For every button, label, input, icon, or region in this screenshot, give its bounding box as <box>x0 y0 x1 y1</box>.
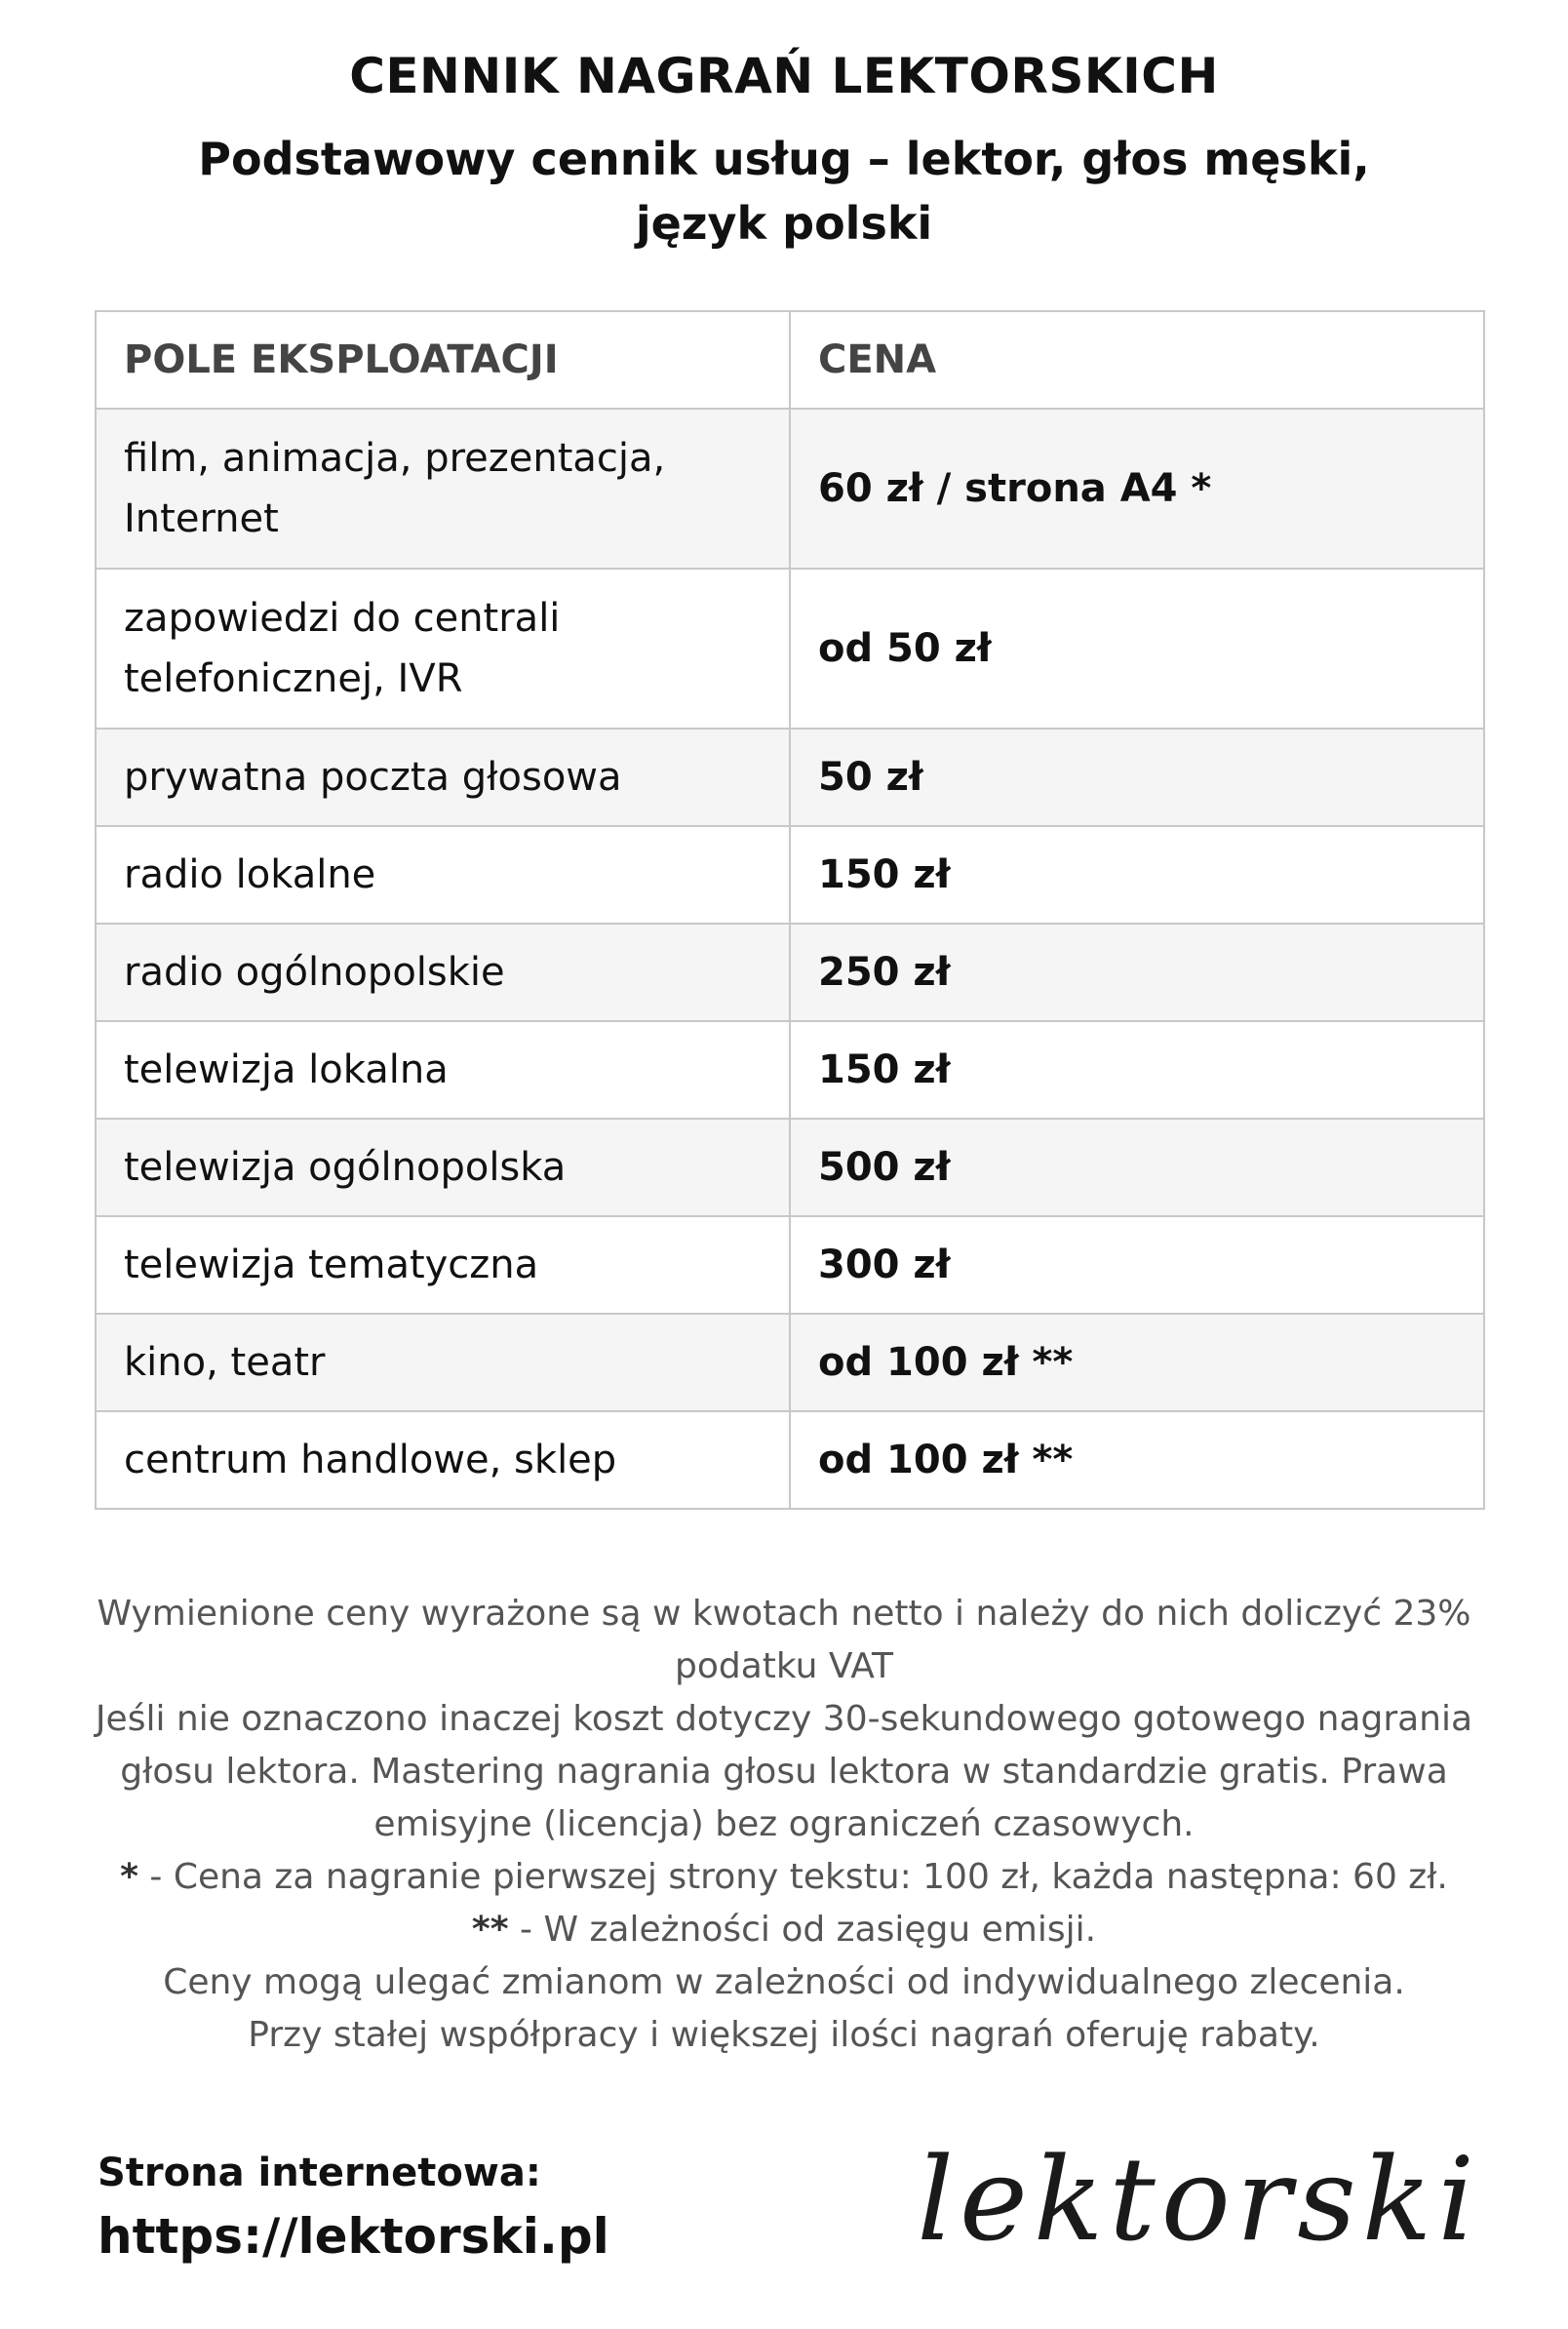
table-row <box>96 924 1484 1021</box>
table-row <box>96 826 1484 924</box>
discount-note: Przy stałej współpracy i większej ilości nagrań oferuję rabaty. <box>248 2015 1320 2055</box>
table-row <box>96 1021 1484 1119</box>
footnote-single-star <box>78 1851 1490 1904</box>
website-url[interactable]: https://lektorski.pl <box>98 2208 609 2265</box>
page-title: CENNIK NAGRAŃ LEKTORSKICH <box>349 48 1219 104</box>
price-cell: 50 zł <box>790 729 1484 826</box>
field-cell: zapowiedzi do centrali telefonicznej, IVR <box>96 569 790 729</box>
field-cell: telewizja lokalna <box>96 1021 790 1119</box>
price-cell: 150 zł <box>790 1021 1484 1119</box>
logo: lektorski <box>917 2132 1480 2267</box>
table-row <box>96 1314 1484 1411</box>
footnote-text: - W zależności od zasięgu emisji. <box>508 1910 1097 1950</box>
table-row <box>96 1119 1484 1216</box>
price-cell: od 100 zł ** <box>790 1314 1484 1411</box>
price-cell: 60 zł / strona A4 * <box>790 409 1484 569</box>
field-cell: radio ogólnopolskie <box>96 924 790 1021</box>
page-subtitle: Podstawowy cennik usług – lektor, głos męski, język polski <box>198 133 1370 250</box>
vat-note: Wymienione ceny wyrażone są w kwotach netto i należy do nich doliczyć 23% podatku VAT <box>97 1594 1471 1686</box>
table-row <box>96 1216 1484 1314</box>
field-cell: prywatna poczta głosowa <box>96 729 790 826</box>
column-header-field: POLE EKSPLOATACJI <box>96 311 790 409</box>
field-cell: telewizja tematyczna <box>96 1216 790 1314</box>
website-label: Strona internetowa: <box>98 2151 541 2195</box>
field-cell: telewizja ogólnopolska <box>96 1119 790 1216</box>
table-row <box>96 409 1484 569</box>
price-table <box>95 310 1485 1510</box>
price-cell: od 100 zł ** <box>790 1411 1484 1509</box>
table-row <box>96 569 1484 729</box>
price-cell: 150 zł <box>790 826 1484 924</box>
footnote-mark: ** <box>471 1910 509 1950</box>
price-cell: 300 zł <box>790 1216 1484 1314</box>
price-cell: 250 zł <box>790 924 1484 1021</box>
field-cell: film, animacja, prezentacja, Internet <box>96 409 790 569</box>
price-change-note: Ceny mogą ulegać zmianom w zależności od indywidualnego zlecenia. <box>163 1962 1405 2002</box>
cost-note: Jeśli nie oznaczono inaczej koszt dotyczy 30-sekundowego gotowego nagrania głosu lektora. Mastering nagrania głosu lektora w standardzie gratis. Prawa emisyjne (licencja) bez ograniczeń czasowych. <box>95 1699 1473 1844</box>
footnote-double-star <box>78 1904 1490 1956</box>
field-cell: centrum handlowe, sklep <box>96 1411 790 1509</box>
field-cell: radio lokalne <box>96 826 790 924</box>
price-cell: 500 zł <box>790 1119 1484 1216</box>
table-row <box>96 1411 1484 1509</box>
footnote-mark: * <box>120 1857 138 1897</box>
footnote-text: - Cena za nagranie pierwszej strony tekstu: 100 zł, każda następna: 60 zł. <box>137 1857 1448 1897</box>
price-cell: od 50 zł <box>790 569 1484 729</box>
notes <box>78 1588 1490 2062</box>
table-row <box>96 729 1484 826</box>
field-cell: kino, teatr <box>96 1314 790 1411</box>
column-header-price: CENA <box>790 311 1484 409</box>
table-header-row <box>96 311 1484 409</box>
